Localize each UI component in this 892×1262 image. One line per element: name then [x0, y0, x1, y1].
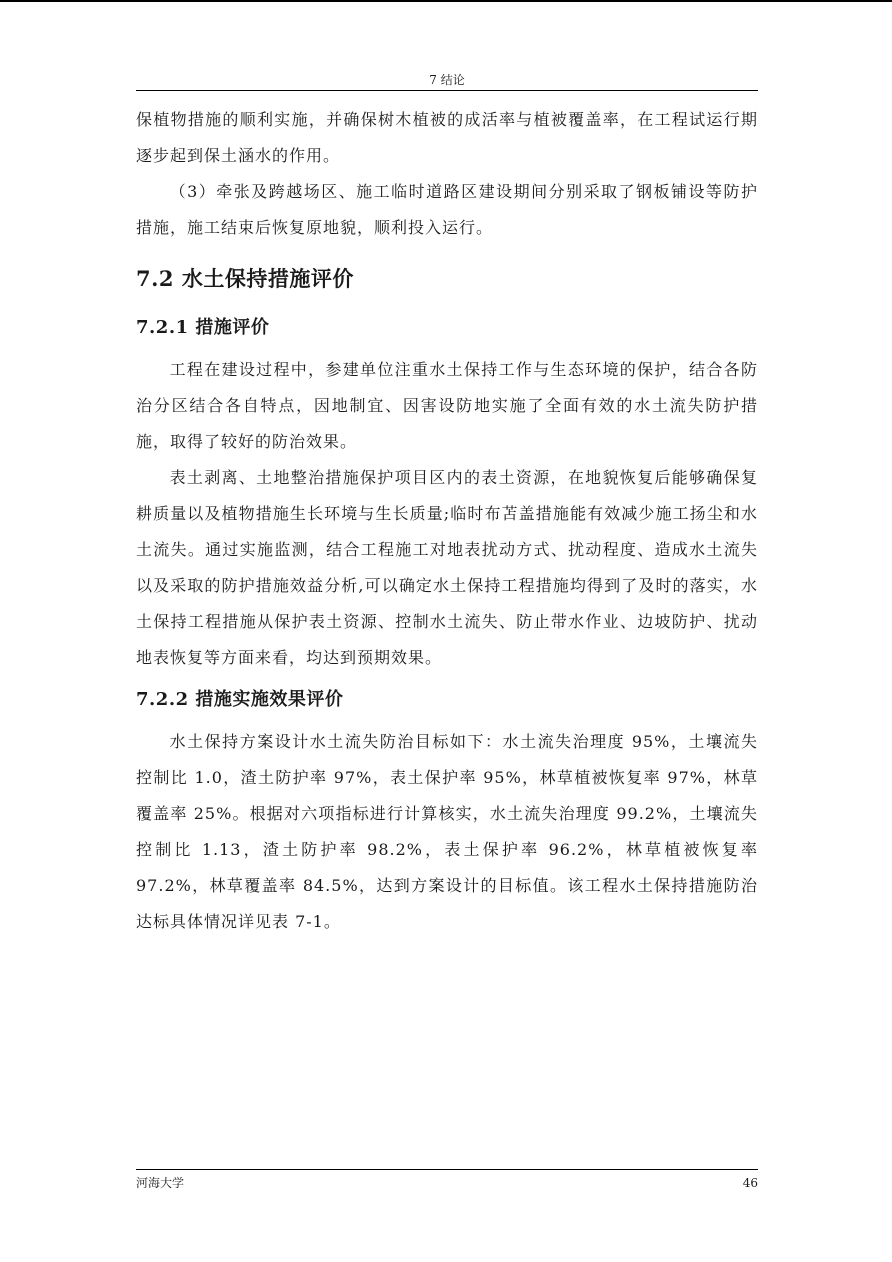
paragraph-continued: 保植物措施的顺利实施，并确保树木植被的成活率与植被覆盖率，在工程试运行期逐步起到保土涵水的作用。 — [136, 110, 758, 165]
subsection-heading-7-2-1: 7.2.1 措施评价 — [136, 317, 270, 338]
page-number: 46 — [742, 1176, 758, 1190]
footer-school-name: 河海大学 — [136, 1176, 185, 1190]
paragraph-measures-detail: 表土剥离、土地整治措施保护项目区内的表土资源，在地貌恢复后能够确保复耕质量以及植物措施生长环境与生长质量;临时布苫盖措施能有效减少施工扬尘和水土流失。通过实施监测，结合工程施工对地表扰动方式、扰动程度、造成水土流失以及采取的防护措施效益分析,可以确定水土保持工程措施均得到了及时的落实，水土保持工程措施从保护表土资源、控制水土流失、防止带水作业、边坡防护、扰动地表恢复等方面来看，均达到预期效果。 — [136, 468, 758, 667]
top-border-line — [0, 0, 892, 2]
paragraph-effect-evaluation: 水土保持方案设计水土流失防治目标如下：水土流失治理度 95%，土壤流失控制比 1.0，渣土防护率 97%，表土保护率 95%，林草植被恢复率 97%，林草覆盖率 25%。根据对六项指标进行计算核实，水土流失治理度 99.2%，土壤流失控制比 1.13，渣土防护率 98.2%，表土保护率 96.2%，林草植被恢复率 97.2%，林草覆盖率 84.5%，达到方案设计的目标值。该工程水土保持措施防治达标具体情况详见表 7-1。 — [136, 732, 758, 931]
subsection-heading-7-2-2: 7.2.2 措施实施效果评价 — [136, 689, 344, 710]
section-heading-7-2: 7.2 水土保持措施评价 — [136, 266, 354, 291]
document-body — [136, 102, 758, 940]
page-footer — [136, 1169, 758, 1190]
running-header-title: 7 结论 — [429, 73, 465, 87]
paragraph-item-3: （3）牵张及跨越场区、施工临时道路区建设期间分别采取了钢板铺设等防护措施，施工结束后恢复原地貌，顺利投入运行。 — [136, 182, 758, 237]
paragraph-measures-overview: 工程在建设过程中，参建单位注重水土保持工作与生态环境的保护，结合各防治分区结合各自特点，因地制宜、因害设防地实施了全面有效的水土流失防护措施，取得了较好的防治效果。 — [136, 360, 758, 451]
running-header — [136, 72, 758, 91]
